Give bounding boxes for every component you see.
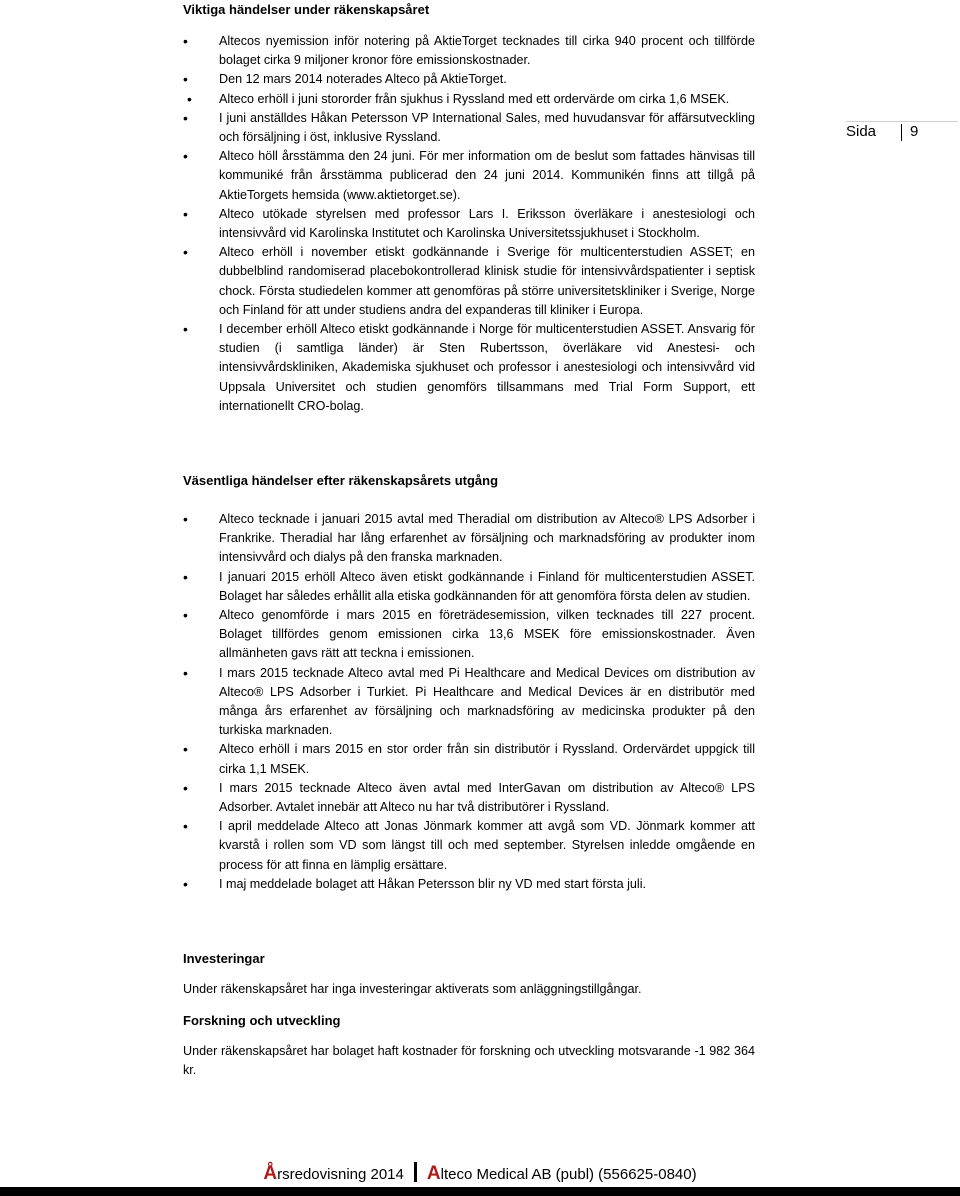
list-item (183, 875, 755, 894)
list-item (183, 32, 755, 70)
list-item (183, 740, 755, 778)
after-year-events-list (183, 510, 755, 894)
page-indicator-rule (846, 121, 958, 122)
list-item-text: Alteco erhöll i juni stororder från sjukhus i Ryssland med ett ordervärde om cirka 1,6 MSEK. (219, 91, 730, 106)
bullet-icon: • (183, 607, 188, 624)
page-indicator (846, 121, 960, 143)
list-item-text: I mars 2015 tecknade Alteco även avtal med InterGavan om distribution av Alteco® LPS Adsorber. Avtalet innebär att Alteco nu har två distributörer i Ryssland. (219, 780, 755, 815)
list-item-text: Den 12 mars 2014 noterades Alteco på AktieTorget. (219, 72, 507, 87)
list-item (183, 606, 755, 664)
list-item (183, 510, 755, 568)
list-item (183, 205, 755, 243)
bullet-icon: • (183, 148, 188, 165)
list-item-text: Alteco tecknade i januari 2015 avtal med Theradial om distribution av Alteco® LPS Adsorber i Frankrike. Theradial har lång erfarenhet av försäljning och marknadsföring av produkter inom intensivvård och dialys på den franska marknaden. (219, 512, 755, 565)
page-number: 9 (910, 123, 919, 140)
footer-separator (414, 1162, 417, 1182)
section-heading-after-year: Väsentliga händelser efter räkenskapsårets utgång (183, 473, 499, 488)
section-heading-events: Viktiga händelser under räkenskapsåret (183, 2, 430, 17)
list-item (183, 90, 755, 109)
list-item (183, 568, 755, 606)
footer-report-title: rsredovisning 2014 (277, 1166, 404, 1183)
list-item-text: I maj meddelade bolaget att Håkan Petersson blir ny VD med start första juli. (219, 876, 646, 891)
list-item (183, 664, 755, 741)
page-footer (0, 1162, 960, 1185)
bullet-icon: • (183, 741, 188, 758)
bullet-icon: • (183, 205, 188, 222)
bullet-icon: • (183, 568, 188, 585)
list-item (183, 243, 755, 320)
page-label: Sida (846, 123, 877, 140)
list-item-text: I juni anställdes Håkan Petersson VP International Sales, med huvudansvar för affärsutveckling och försäljning i öst, inklusive Ryssland. (219, 110, 755, 145)
section-heading-research: Forskning och utveckling (183, 1013, 341, 1028)
list-item (183, 817, 755, 875)
bullet-icon: • (183, 779, 188, 796)
list-item (183, 70, 755, 89)
bullet-icon: • (183, 33, 188, 49)
list-item-text: Altecos nyemission inför notering på AktieTorget tecknades till cirka 940 procent och tillförde bolaget cirka 9 miljoner kronor före emissionskostnader. (219, 34, 755, 68)
investments-text: Under räkenskapsåret har inga investeringar aktiverats som anläggningstillgångar. (183, 982, 642, 996)
list-item-text: I januari 2015 erhöll Alteco även etiskt godkännande i Finland för multicenterstudien ASSET. Bolaget har således erhållit alla etiska godkännanden för att genomföra första delen av studien. (219, 569, 755, 603)
footer-bar (0, 1187, 960, 1196)
list-item-text: Alteco utökade styrelsen med professor Lars I. Eriksson överläkare i anestesiologi och intensivvård vid Karolinska Institutet och Karolinska Universitetssjukhuset i Stockholm. (219, 206, 755, 241)
list-item-text: Alteco genomförde i mars 2015 en företrädesemission, vilken tecknades till 227 procent. Bolaget tillfördes genom emissionen cirka 13,6 MSEK före emissionskostnader. Även allmänheten gavs rätt att teckna i emissionen. (219, 608, 755, 661)
page-indicator-separator (901, 124, 902, 141)
bullet-icon: • (183, 109, 188, 126)
bullet-icon: • (183, 71, 188, 88)
bullet-icon: • (183, 664, 188, 681)
list-item-text: I december erhöll Alteco etiskt godkännande i Norge för multicenterstudien ASSET. Ansvarig för studien (i samtliga länder) är Sten Rubertsson, överläkare vid Anestesi- och intensivvårdskliniken, Akademiska sjukhuset och professor i anestesiologi och intensivvård vid Uppsala Universitet och studien genomförs tillsammans med Trial Form Support, ett internationellt CRO-bolag. (219, 322, 755, 413)
bullet-icon: • (183, 321, 188, 338)
bullet-icon: • (183, 511, 188, 527)
events-list (183, 32, 755, 416)
list-item (183, 779, 755, 817)
footer-initial-a: A (426, 1163, 441, 1184)
footer-company-name: lteco Medical AB (publ) (556625-0840) (440, 1166, 697, 1183)
section-heading-investments: Investeringar (183, 951, 265, 966)
list-item (183, 109, 755, 147)
footer-initial-a-ring: Å (263, 1163, 278, 1184)
list-item-text: Alteco erhöll i november etiskt godkännande i Sverige för multicenterstudien ASSET; en dubbelblind randomiserad placebokontrollerad klinisk studie för intensivvårdspatienter i septisk chock. Första studiedelen kommer att genomföras på större universitetskliniker i Sverige, Norge och Finland för att under studiens andra del expanderas till kliniker i Europa. (219, 245, 755, 317)
list-item-text: Alteco erhöll i mars 2015 en stor order från sin distributör i Ryssland. Ordervärdet uppgick till cirka 1,1 MSEK. (219, 742, 755, 776)
list-item (183, 320, 755, 416)
list-item-text: I april meddelade Alteco att Jonas Jönmark kommer att avgå som VD. Jönmark kommer att kvarstå i rollen som VD som längst till och med september. Styrelsen inledde omgående en process för att finna en lämplig ersättare. (219, 819, 755, 872)
list-item-text: I mars 2015 tecknade Alteco avtal med Pi Healthcare and Medical Devices om distribution av Alteco® LPS Adsorber i Turkiet. Pi Healthcare and Medical Devices är en distributör med många års erfarenhet av försäljning och marknadsföring av medicinska produkter på den turkiska marknaden. (219, 665, 755, 738)
list-item (183, 147, 755, 205)
list-item-text: Alteco höll årsstämma den 24 juni. För mer information om de beslut som fattades hänvisas till kommuniké från årsstämma publicerad den 24 juni 2014. Kommunikén finns att tillgå på AktieTorgets hemsida (www.aktietorget.se). (219, 149, 755, 202)
research-text: Under räkenskapsåret har bolaget haft kostnader för forskning och utveckling motsvarande -1 982 364 kr. (183, 1044, 755, 1077)
bullet-icon: • (183, 244, 188, 261)
bullet-icon: • (183, 818, 188, 835)
bullet-icon: • (187, 90, 192, 107)
bullet-icon: • (183, 875, 188, 892)
